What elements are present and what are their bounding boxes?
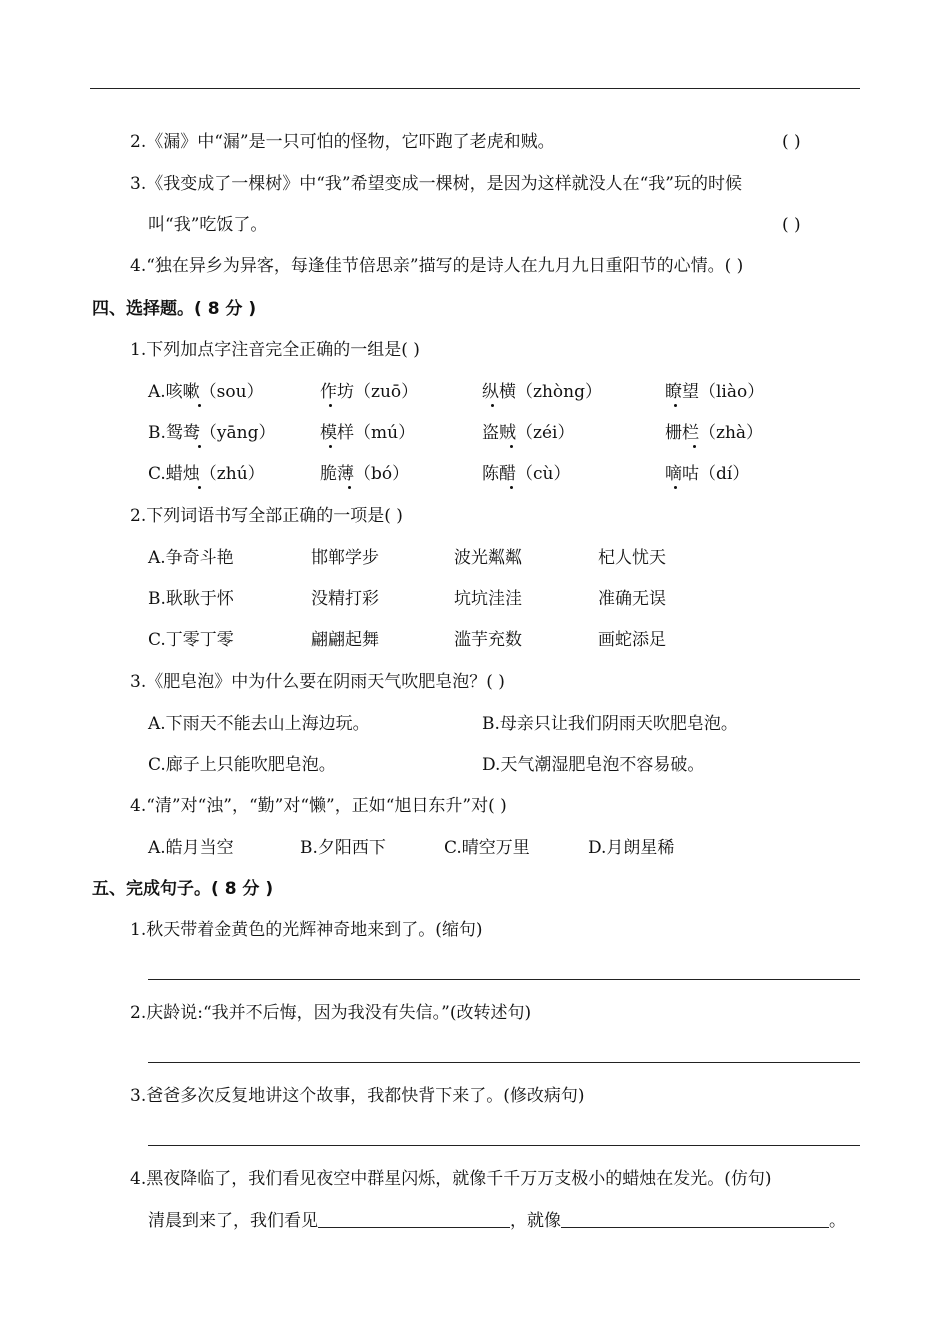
choice-q1-c3: 陈醋（cù） xyxy=(482,464,571,484)
choice-q3-option-a[interactable]: A.下雨天不能去山上海边玩。 xyxy=(148,714,370,734)
choice-q3-option-c[interactable]: C.廊子上只能吹肥皂泡。 xyxy=(148,755,336,775)
choice-q2-b2: 没精打彩 xyxy=(311,589,379,609)
sentence-q4: 4.黑夜降临了，我们看见夜空中群星闪烁，就像千千万万支极小的蜡烛在发光。(仿句) xyxy=(130,1169,772,1189)
choice-q3-option-b[interactable]: B.母亲只让我们阴雨天吹肥皂泡。 xyxy=(482,714,738,734)
emphasis-dot xyxy=(510,486,513,489)
choice-q2-b3: 坑坑洼洼 xyxy=(454,589,522,609)
fill-text-2: ，就像 xyxy=(510,1211,561,1231)
judge-question-2: 2.《漏》中“漏”是一只可怕的怪物，它吓跑了老虎和贼。 xyxy=(130,132,555,152)
choice-q1-b4: 栅栏（zhà） xyxy=(665,423,764,443)
choice-q1-c2: 脆薄（bó） xyxy=(320,464,410,484)
answer-line-2[interactable] xyxy=(148,1062,860,1063)
judge-question-4: 4.“独在异乡为异客，每逢佳节倍思亲”描写的是诗人在九月九日重阳节的心情。( ) xyxy=(130,256,744,276)
emphasis-dot xyxy=(198,404,201,407)
sentence-q2: 2.庆龄说:“我并不后悔，因为我没有失信。”(改转述句) xyxy=(130,1003,532,1023)
choice-q2-b4: 准确无误 xyxy=(598,589,666,609)
choice-q1-b3: 盗贼（zéi） xyxy=(482,423,575,443)
emphasis-dot xyxy=(329,445,332,448)
choice-q4-stem: 4.“清”对“浊”，“勤”对“懒”，正如“旭日东升”对( ) xyxy=(130,796,507,816)
choice-q1-c1[interactable]: C.蜡烛（zhú） xyxy=(148,464,265,484)
choice-q2-a4: 杞人忧天 xyxy=(598,548,666,568)
emphasis-dot xyxy=(674,404,677,407)
choice-q3-stem: 3.《肥皂泡》中为什么要在阴雨天气吹肥皂泡？( ) xyxy=(130,672,505,692)
choice-q1-a2: 作坊（zuō） xyxy=(320,382,419,402)
answer-paren-3[interactable]: ( ) xyxy=(782,215,801,235)
choice-q1-stem: 1.下列加点字注音完全正确的一组是( ) xyxy=(130,340,420,360)
judge-question-3-line2: 叫“我”吃饭了。 xyxy=(148,215,268,235)
choice-q2-stem: 2.下列词语书写全部正确的一项是( ) xyxy=(130,506,403,526)
fill-blank-2[interactable] xyxy=(561,1209,829,1228)
sentence-q3: 3.爸爸多次反复地讲这个故事，我都快背下来了。(修改病句) xyxy=(130,1086,585,1106)
emphasis-dot xyxy=(329,404,332,407)
emphasis-dot xyxy=(198,486,201,489)
choice-q4-option-c[interactable]: C.晴空万里 xyxy=(444,838,530,858)
emphasis-dot xyxy=(348,486,351,489)
section-heading-choice: 四、选择题。( 8 分 ) xyxy=(92,299,257,319)
choice-q4-option-d[interactable]: D.月朗星稀 xyxy=(588,838,675,858)
sentence-q1: 1.秋天带着金黄色的光辉神奇地来到了。(缩句) xyxy=(130,920,483,940)
choice-q2-c3: 滥芋充数 xyxy=(454,630,522,650)
fill-text-1: 清晨到来了，我们看见 xyxy=(148,1211,318,1231)
sentence-q4-fill xyxy=(148,1209,846,1233)
choice-q3-option-d[interactable]: D.天气潮湿肥皂泡不容易破。 xyxy=(482,755,705,775)
answer-line-1[interactable] xyxy=(148,979,860,980)
emphasis-dot xyxy=(693,445,696,448)
choice-q2-c4: 画蛇添足 xyxy=(598,630,666,650)
choice-q1-a3: 纵横（zhòng） xyxy=(482,382,602,402)
emphasis-dot xyxy=(510,445,513,448)
fill-text-3: 。 xyxy=(829,1211,846,1231)
choice-q2-c1[interactable]: C.丁零丁零 xyxy=(148,630,234,650)
choice-q2-a3: 波光粼粼 xyxy=(454,548,522,568)
choice-q2-b1[interactable]: B.耿耿于怀 xyxy=(148,589,234,609)
choice-q4-option-a[interactable]: A.皓月当空 xyxy=(148,838,234,858)
answer-line-3[interactable] xyxy=(148,1145,860,1146)
choice-q4-option-b[interactable]: B.夕阳西下 xyxy=(300,838,386,858)
choice-q1-c4: 嘀咕（dí） xyxy=(665,464,750,484)
judge-question-3-line1: 3.《我变成了一棵树》中“我”希望变成一棵树，是因为这样就没人在“我”玩的时候 xyxy=(130,174,742,194)
choice-q1-b2: 模样（mú） xyxy=(320,423,416,443)
answer-paren-2[interactable]: ( ) xyxy=(782,132,801,152)
emphasis-dot xyxy=(198,445,201,448)
choice-q2-c2: 翩翩起舞 xyxy=(311,630,379,650)
emphasis-dot xyxy=(674,486,677,489)
header-rule xyxy=(90,88,860,89)
choice-q1-a4: 瞭望（liào） xyxy=(665,382,765,402)
section-heading-sentences: 五、完成句子。( 8 分 ) xyxy=(92,879,274,899)
choice-q1-a1[interactable]: A.咳嗽（sou） xyxy=(148,382,264,402)
choice-q2-a1[interactable]: A.争奇斗艳 xyxy=(148,548,234,568)
fill-blank-1[interactable] xyxy=(318,1209,510,1228)
emphasis-dot xyxy=(491,404,494,407)
choice-q2-a2: 邯郸学步 xyxy=(311,548,379,568)
choice-q1-b1[interactable]: B.鸳鸯（yāng） xyxy=(148,423,276,443)
